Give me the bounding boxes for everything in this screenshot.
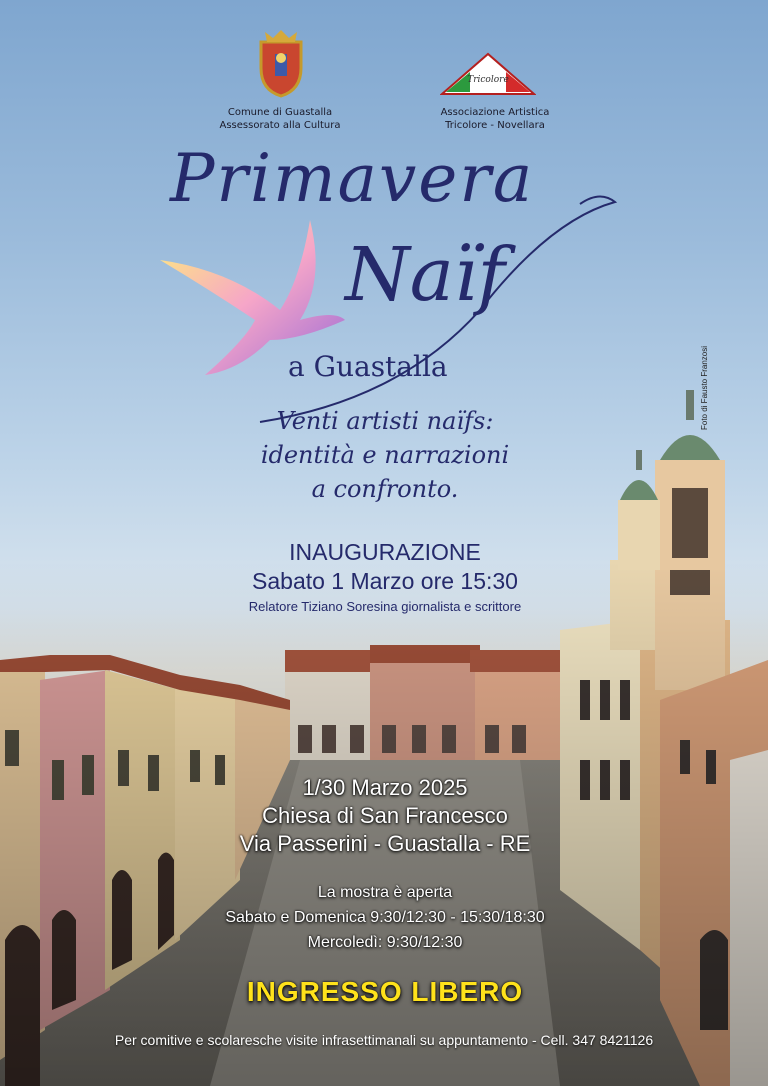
inauguration-date: Sabato 1 Marzo ore 15:30 <box>252 568 518 594</box>
photo-credit: Foto di Fausto Franzosi <box>700 345 709 430</box>
subtitle-line-3: a confronto. <box>311 475 459 503</box>
subtitle-line-1: Venti artisti naïfs: <box>276 407 494 435</box>
title-naif: Naïf <box>345 232 505 318</box>
subtitle-line-2: identità e narrazioni <box>260 441 510 469</box>
title-location: a Guastalla <box>288 350 448 383</box>
event-info <box>120 774 650 858</box>
inauguration-heading: INAUGURAZIONE <box>289 539 481 565</box>
municipal-crest-icon <box>251 28 311 98</box>
event-dates: 1/30 Marzo 2025 <box>302 775 468 800</box>
comune-credit <box>200 106 360 132</box>
hours-intro: La mostra è aperta <box>317 884 453 901</box>
association-logo-icon <box>440 52 536 96</box>
opening-hours <box>100 880 670 955</box>
inauguration-speaker: Relatore Tiziano Soresina giornalista e scrittore <box>248 599 522 614</box>
header-logos <box>0 22 768 142</box>
event-address: Via Passerini - Guastalla - RE <box>239 831 531 856</box>
association-name: Associazione Artistica <box>440 107 550 118</box>
event-venue: Chiesa di San Francesco <box>262 803 508 828</box>
association-location: Tricolore - Novellara <box>445 120 545 131</box>
free-admission: INGRESSO LIBERO <box>246 976 524 1007</box>
hours-weekend: Sabato e Domenica 9:30/12:30 - 15:30/18:30 <box>225 909 545 926</box>
inauguration-block <box>170 538 600 618</box>
title-primavera: Primavera <box>170 140 535 217</box>
assessorato-name: Assessorato alla Cultura <box>219 120 341 131</box>
association-credit <box>410 106 580 132</box>
association-logo-text: Tricolore <box>467 75 509 85</box>
subtitle <box>210 404 560 506</box>
comune-name: Comune di Guastalla <box>227 107 333 118</box>
hours-wednesday: Mercoledì: 9:30/12:30 <box>307 934 463 951</box>
footer-contact: Per comitive e scolaresche visite infrasettimanali su appuntamento - Cell. 347 8421126 <box>114 1032 654 1048</box>
